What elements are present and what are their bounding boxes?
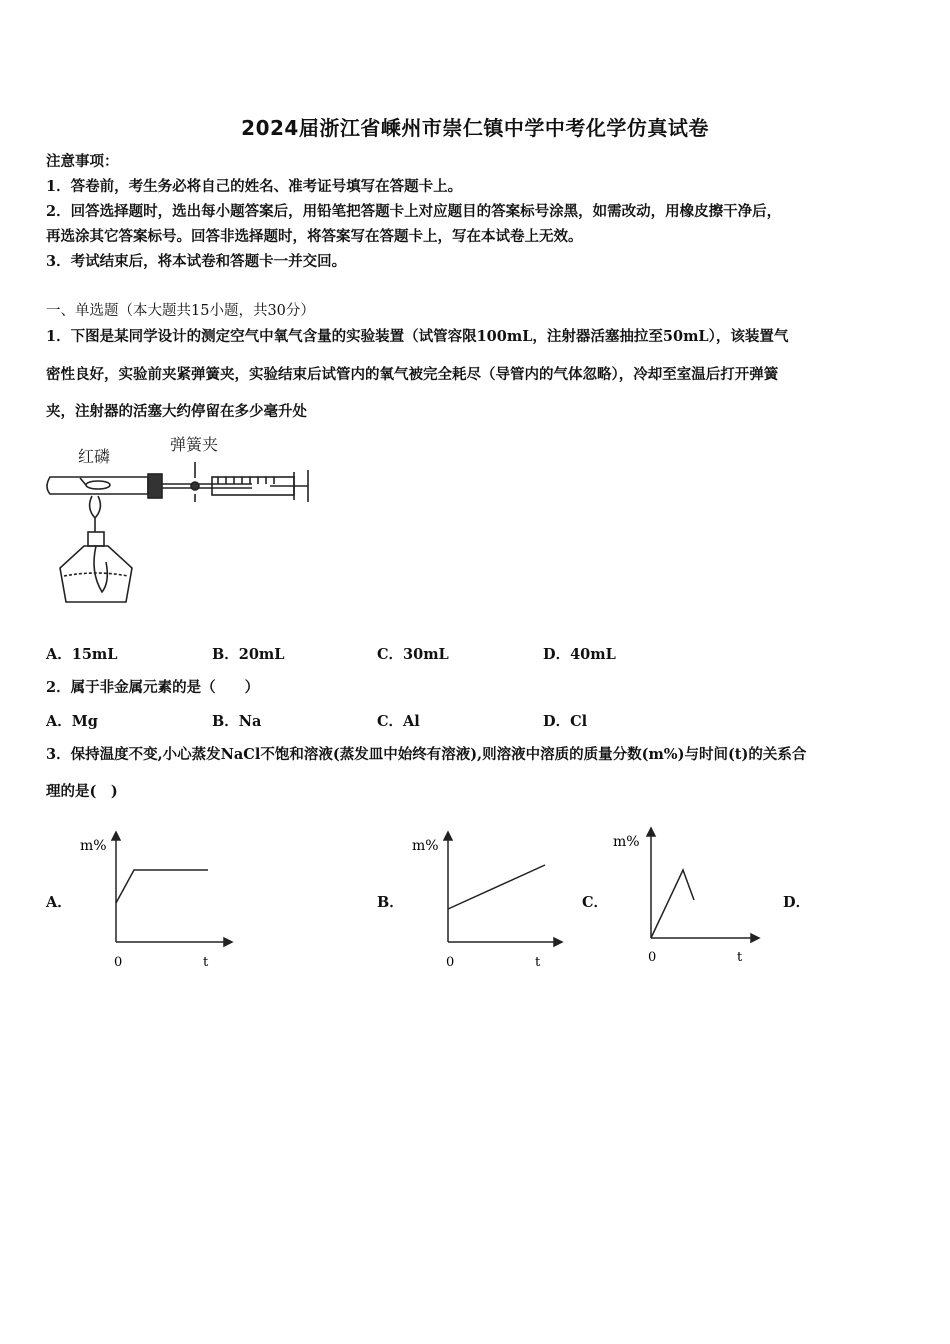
graph-b-y-label: m%	[412, 838, 439, 854]
label-red-phosphorus: 红磷	[78, 447, 111, 466]
graph-c-origin: 0	[648, 950, 657, 965]
q3-stem-line-1: 3．保持温度不变,小心蒸发NaCl不饱和溶液(蒸发皿中始终有溶液),则溶液中溶质的质量分数(m%)与时间(t)的关系合	[46, 746, 807, 763]
graph-a-x-label: t	[203, 955, 209, 970]
q2-option-c[interactable]: C．Al	[377, 713, 420, 730]
q3-option-a[interactable]: A．	[46, 894, 72, 911]
notice-item-3: 3．考试结束后，将本试卷和答题卡一并交回。	[46, 253, 347, 270]
q3-graph-c	[611, 822, 771, 967]
notice-item-2: 2．回答选择题时，选出每小题答案后，用铅笔把答题卡上对应题目的答案标号涂黑，如需改动，用橡皮擦干净后，	[46, 203, 782, 220]
q1-stem-line-1: 1．下图是某同学设计的测定空气中氧气含量的实验装置（试管容限100mL，注射器活塞抽拉至50mL），该装置气	[46, 328, 789, 345]
graph-b-x-label: t	[535, 955, 541, 970]
q2-stem: 2．属于非金属元素的是（ ）	[46, 679, 260, 696]
q2-option-d[interactable]: D．Cl	[543, 713, 588, 730]
graph-c-y-label: m%	[613, 834, 640, 850]
q3-graph-a	[76, 828, 236, 973]
section-heading: 一、单选题（本大题共15小题，共30分）	[46, 303, 315, 319]
q1-option-c[interactable]: C．30mL	[377, 646, 449, 663]
q1-option-a[interactable]: A．15mL	[46, 646, 118, 663]
q1-stem-line-3: 夹，注射器的活塞大约停留在多少毫升处	[46, 403, 307, 420]
notice-item-2-cont: 再选涂其它答案标号。回答非选择题时，将答案写在答题卡上，写在本试卷上无效。	[46, 228, 583, 245]
q2-option-b[interactable]: B．Na	[212, 713, 262, 730]
q3-stem-line-2: 理的是( )	[46, 783, 118, 800]
q3-option-c[interactable]: C．	[582, 894, 609, 911]
notice-item-1: 1．答卷前，考生务必将自己的姓名、准考证号填写在答题卡上。	[46, 178, 463, 195]
q2-option-a[interactable]: A．Mg	[46, 713, 98, 730]
q1-option-b[interactable]: B．20mL	[212, 646, 285, 663]
q3-option-d[interactable]: D．	[783, 894, 811, 911]
q3-graph-b	[408, 828, 568, 973]
label-spring-clamp: 弹簧夹	[170, 435, 219, 454]
graph-b-origin: 0	[446, 955, 455, 970]
graph-c-x-label: t	[737, 950, 743, 965]
graph-a-y-label: m%	[80, 838, 107, 854]
graph-a-origin: 0	[114, 955, 123, 970]
notice-heading: 注意事项：	[46, 153, 119, 170]
q1-stem-line-2: 密性良好，实验前夹紧弹簧夹，实验结束后试管内的氧气被完全耗尽（导管内的气体忽略），冷却至室温后打开弹簧	[46, 366, 779, 383]
q1-apparatus-figure	[40, 432, 320, 612]
q1-option-d[interactable]: D．40mL	[543, 646, 616, 663]
q3-option-b[interactable]: B．	[377, 894, 404, 911]
page-title: 2024届浙江省嵊州市崇仁镇中学中考化学仿真试卷	[241, 116, 709, 140]
